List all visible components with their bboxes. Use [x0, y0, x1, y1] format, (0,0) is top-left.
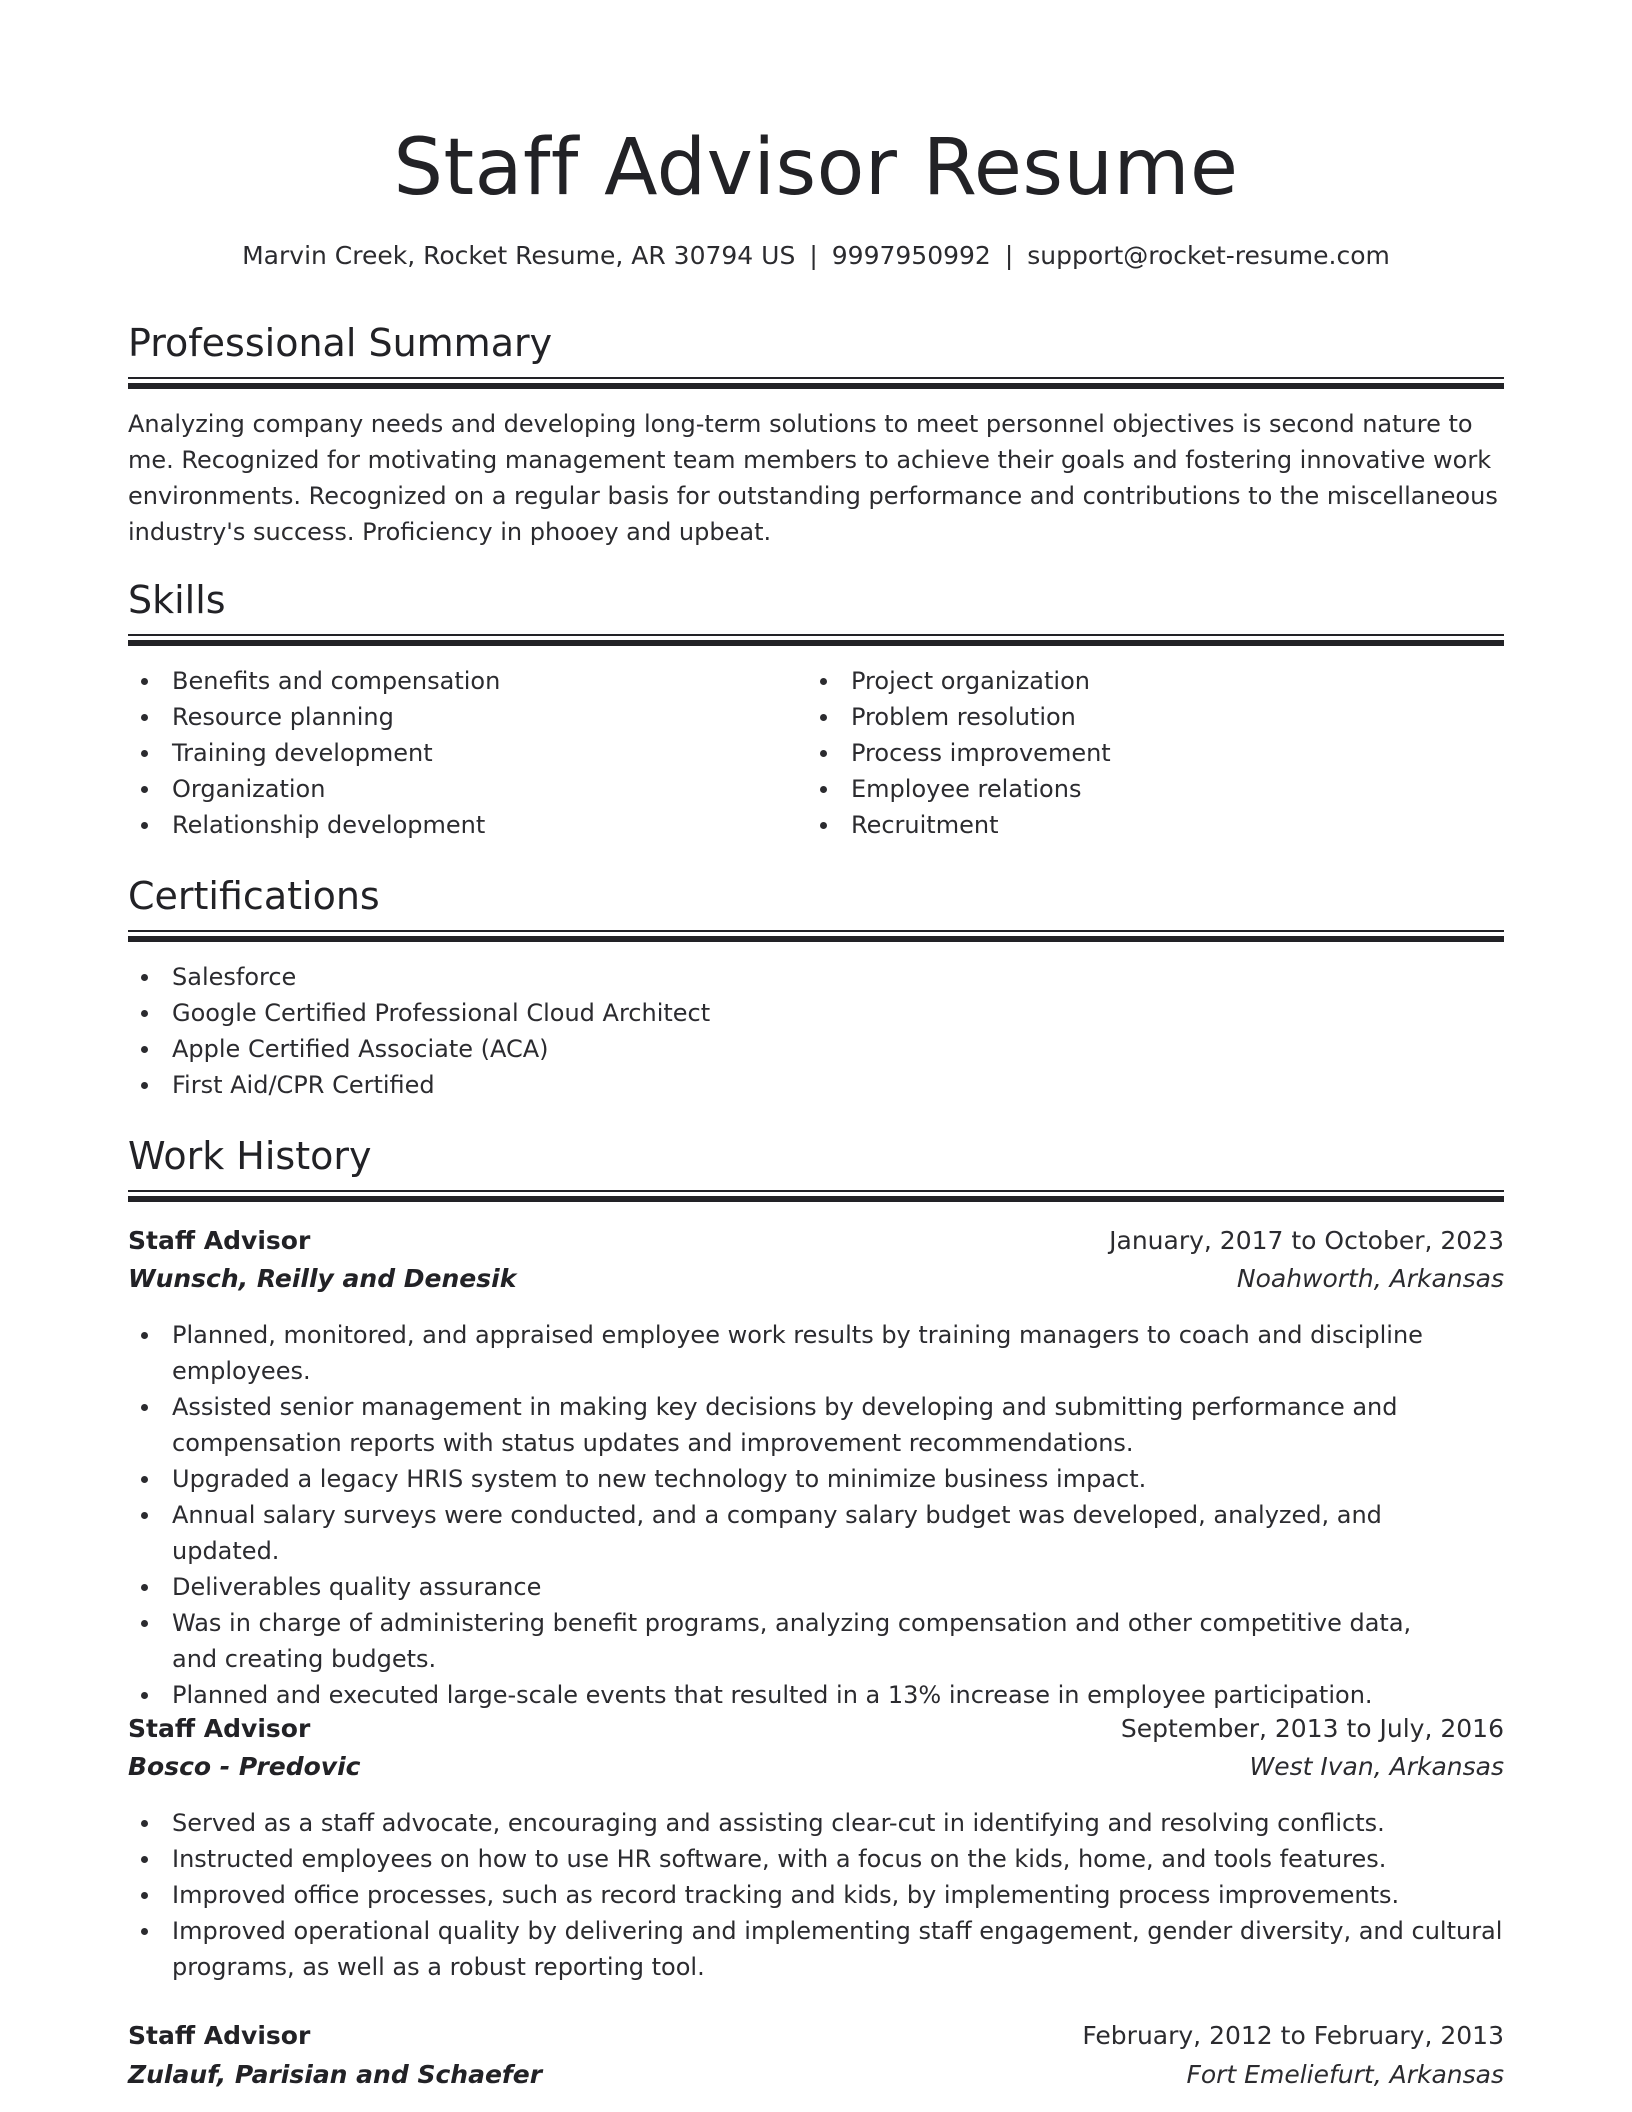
job-bullet: Improved operational quality by delivering and implementing staff engagement, gender diversity, and cultural programs, as well as a robust reporting tool. [128, 1913, 1504, 1985]
job-dates: January, 2017 to October, 2023 [1109, 1226, 1504, 1255]
job-company: Bosco - Predovic [128, 1752, 361, 1781]
job-bullet: Deliverables quality assurance [128, 1569, 1438, 1605]
job-bullet: Annual salary surveys were conducted, and a company salary budget was developed, analyzed, and updated. [128, 1497, 1438, 1569]
skills-list-right [807, 663, 1487, 843]
section-rule [128, 930, 1504, 942]
skills-list-left [128, 663, 808, 843]
job-bullet: Assisted senior management in making key decisions by developing and submitting performance and compensation reports with status updates and improvement recommendations. [128, 1389, 1438, 1461]
job-header [128, 1222, 1504, 1260]
job-location: West Ivan, Arkansas [1249, 1752, 1504, 1781]
job-bullet: Was in charge of administering benefit programs, analyzing compensation and other competitive data, and creating budgets. [128, 1605, 1438, 1677]
certification-item: Google Certified Professional Cloud Architect [128, 995, 1504, 1031]
skill-item: Relationship development [128, 807, 808, 843]
job-bullets [128, 1317, 1438, 1713]
job-dates: September, 2013 to July, 2016 [1120, 1714, 1504, 1743]
job-subheader [128, 2056, 1504, 2094]
contact-separator: | [1004, 241, 1014, 270]
skill-item: Training development [128, 735, 808, 771]
job-bullet: Upgraded a legacy HRIS system to new technology to minimize business impact. [128, 1461, 1438, 1497]
job-header [128, 1710, 1504, 1748]
certification-item: First Aid/CPR Certified [128, 1067, 1504, 1103]
job-dates: February, 2012 to February, 2013 [1082, 2021, 1504, 2050]
job-bullets [128, 1805, 1504, 1985]
skill-item: Recruitment [807, 807, 1487, 843]
skill-item: Project organization [807, 663, 1487, 699]
certification-item: Apple Certified Associate (ACA) [128, 1031, 1504, 1067]
job-title: Staff Advisor [128, 2021, 311, 2050]
section-rule [128, 377, 1504, 389]
contact-address: Marvin Creek, Rocket Resume, AR 30794 US [242, 241, 796, 270]
job-bullet: Instructed employees on how to use HR software, with a focus on the kids, home, and tools features. [128, 1841, 1504, 1877]
certifications-list [128, 959, 1504, 1103]
job-subheader [128, 1748, 1504, 1786]
job-company: Zulauf, Parisian and Schaefer [128, 2060, 543, 2089]
certification-item: Salesforce [128, 959, 1504, 995]
job-location: Noahworth, Arkansas [1236, 1264, 1504, 1293]
section-rule [128, 1190, 1504, 1202]
job-company: Wunsch, Reilly and Denesik [128, 1264, 517, 1293]
job-bullet: Planned and executed large-scale events that resulted in a 13% increase in employee participation. [128, 1677, 1438, 1713]
section-title-certifications: Certifications [128, 874, 380, 918]
contact-email: support@rocket-resume.com [1027, 241, 1390, 270]
job-bullet: Improved office processes, such as record tracking and kids, by implementing process improvements. [128, 1877, 1504, 1913]
job-title: Staff Advisor [128, 1714, 311, 1743]
skill-item: Problem resolution [807, 699, 1487, 735]
job-title: Staff Advisor [128, 1226, 311, 1255]
summary-text: Analyzing company needs and developing long-term solutions to meet personnel objectives is second nature to me. Recognized for motivating management team members to achieve their goals and fostering innovative work environments. Recognized on a regular basis for outstanding performance and contributions to the miscellaneous industry's success. Proficiency in phooey and upbeat. [128, 410, 1498, 546]
section-rule [128, 634, 1504, 646]
contact-line [128, 238, 1504, 274]
job-location: Fort Emeliefurt, Arkansas [1186, 2060, 1504, 2089]
skill-item: Organization [128, 771, 808, 807]
section-title-summary: Professional Summary [128, 321, 553, 365]
job-header [128, 2017, 1504, 2055]
resume-title: Staff Advisor Resume [393, 123, 1239, 213]
job-bullet: Served as a staff advocate, encouraging and assisting clear-cut in identifying and resolving conflicts. [128, 1805, 1504, 1841]
skill-item: Employee relations [807, 771, 1487, 807]
contact-phone: 9997950992 [831, 241, 991, 270]
section-title-work-history: Work History [128, 1134, 372, 1178]
skill-item: Process improvement [807, 735, 1487, 771]
job-subheader [128, 1260, 1504, 1298]
skill-item: Benefits and compensation [128, 663, 808, 699]
skill-item: Resource planning [128, 699, 808, 735]
contact-separator: | [809, 241, 818, 270]
job-bullet: Planned, monitored, and appraised employee work results by training managers to coach and discipline employees. [128, 1317, 1438, 1389]
section-title-skills: Skills [128, 578, 226, 622]
